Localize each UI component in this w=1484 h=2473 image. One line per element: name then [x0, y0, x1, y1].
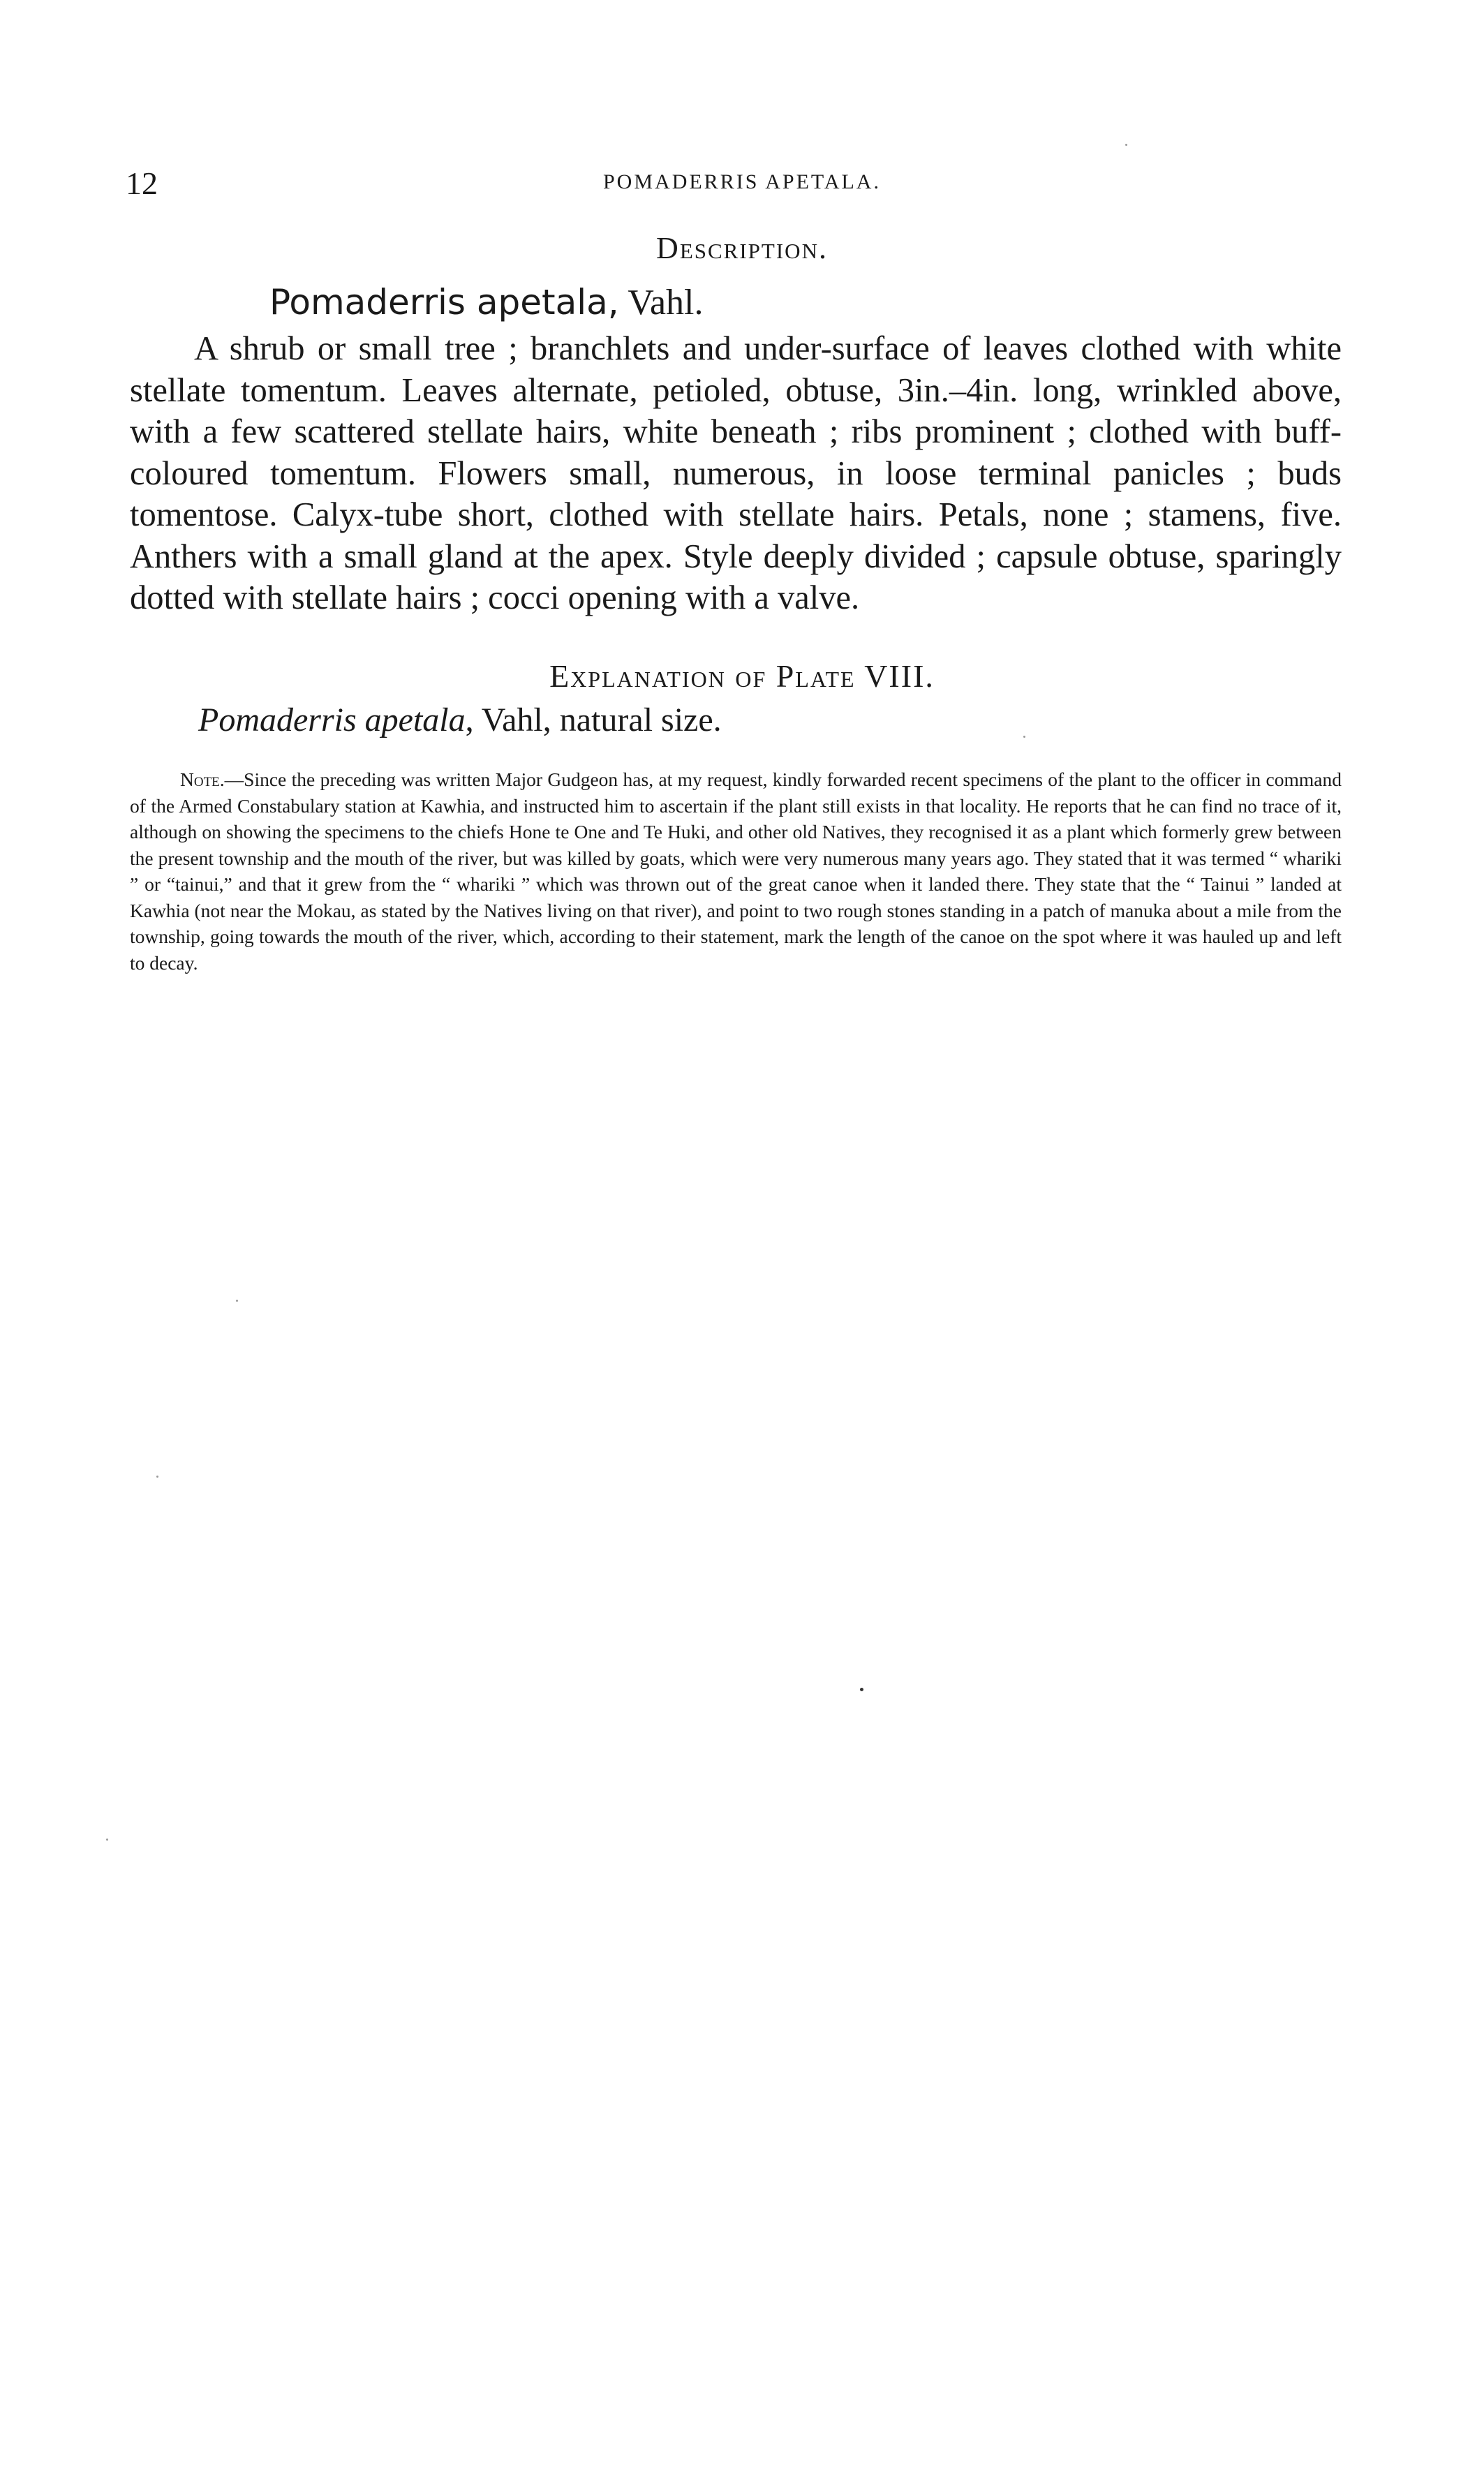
species-title [269, 282, 704, 323]
scan-speck [236, 1300, 238, 1302]
plate-caption [198, 701, 722, 739]
note-paragraph [130, 766, 1342, 976]
note-label: Note. [180, 768, 225, 790]
plate-caption-rest: , Vahl, natural size. [465, 701, 722, 738]
species-name: Pomaderris apetala, [269, 282, 619, 322]
scan-speck [156, 1476, 158, 1478]
page-number: 12 [126, 165, 158, 201]
scan-speck [1023, 736, 1025, 738]
running-head: POMADERRIS APETALA. [603, 170, 881, 193]
species-authority: Vahl. [628, 283, 704, 322]
description-paragraph: A shrub or small tree ; branchlets and under-surface of leaves clothed with white stellate tomentum. Leaves alternate, petioled, obtuse, 3in.–4in. long, wrinkled above, with a few scattered stellate hairs, white beneath ; ribs prominent ; clothed with buff-coloured tomentum. Flowers small, numerous, in loose terminal panicles ; buds tomentose. Calyx-tube short, clothed with stellate hairs. Petals, none ; stamens, five. Anthers with a small gland at the apex. Style deeply divided ; capsule obtuse, sparingly dotted with stellate hairs ; cocci opening with a valve. [130, 330, 1342, 616]
plate-species-name: Pomaderris apetala [198, 701, 466, 738]
scan-speck [106, 1839, 108, 1841]
note-text: —Since the preceding was written Major Gudgeon has, at my request, kindly forwarded recent specimens of the plant to the officer in command of the Armed Constabulary station at Kawhia, and instructed him to ascertain if the plant still exists in that locality. He reports that he can find no trace of it, although on showing the specimens to the chiefs Hone te One and Te Huki, and other old Natives, they recognised it as a plant which formerly grew between the present township and the mouth of the river, but was killed by goats, which were very numerous many years ago. They stated that it was termed “ whariki ” or “tainui,” and that it grew from the “ whariki ” which was thrown out of the great canoe when it landed there. They state that the “ Tainui ” landed at Kawhia (not near the Mokau, as stated by the Natives living on that river), and point to two rough stones standing in a patch of manuka about a mile from the township, going towards the mouth of the river, which, according to their statement, mark the length of the canoe on the spot where it was hauled up and left to decay. [130, 768, 1342, 974]
plate-heading: Explanation of Plate VIII. [549, 658, 935, 694]
scan-speck [1125, 144, 1127, 146]
description-heading: Description. [656, 231, 828, 265]
scan-speck [860, 1688, 863, 1691]
